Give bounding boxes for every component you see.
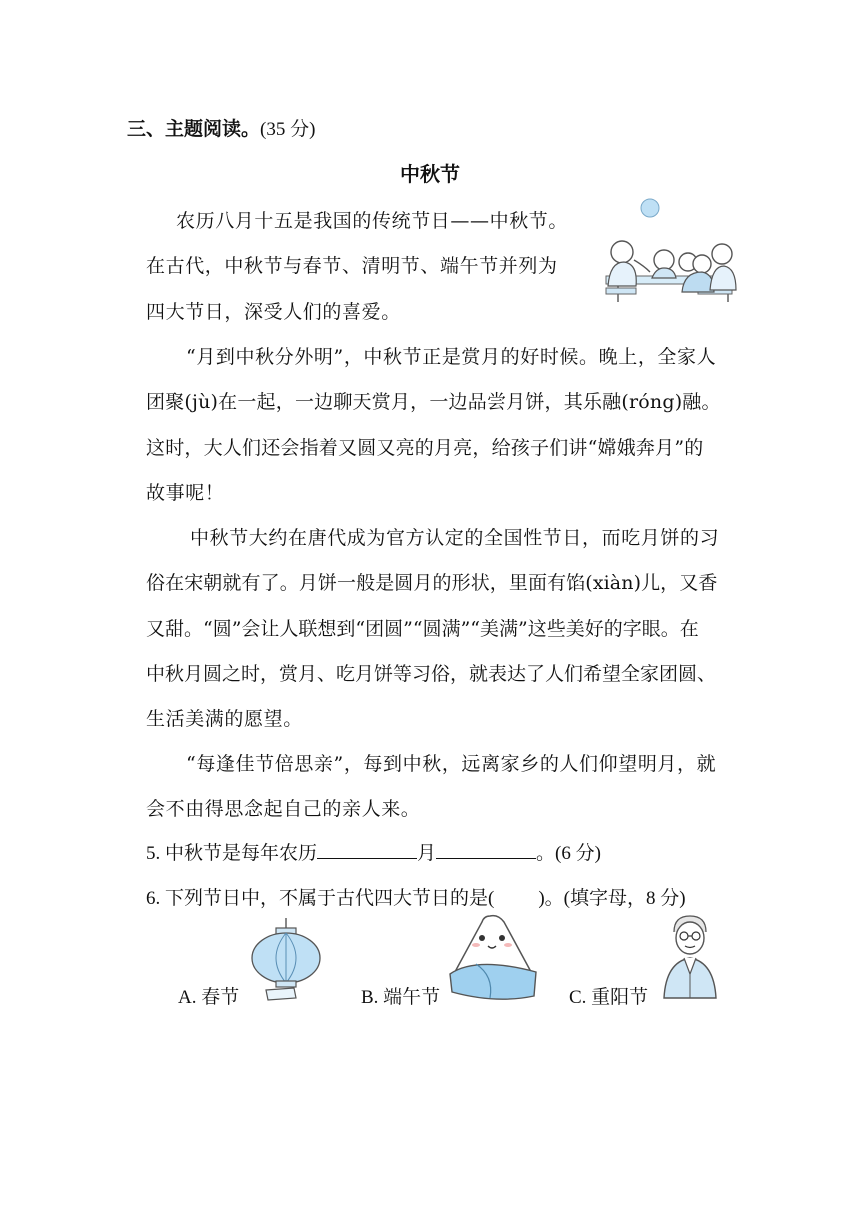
section-heading <box>127 114 315 141</box>
paragraph-2-line-2: 团聚(jù)在一起，一边聊天赏月，一边品尝月饼，其乐融(róng)融。 <box>146 391 721 413</box>
question-5-mid: 月 <box>417 843 437 864</box>
paragraph-1-line-1: 农历八月十五是我国的传统节日——中秋节。 <box>176 210 569 232</box>
elderly-man-illustration <box>660 912 720 1000</box>
section-points: (35 分) <box>260 119 316 140</box>
question-5-day-blank[interactable] <box>436 840 536 859</box>
paragraph-2-line-1: “月到中秋分外明”，中秋节正是赏月的好时候。晚上，全家人 <box>186 346 717 368</box>
paragraph-4-line-1: “每逢佳节倍思亲”，每到中秋，远离家乡的人们仰望明月，就 <box>186 753 717 775</box>
question-6-prefix: 6. 下列节日中，不属于古代四大节日的是( <box>146 888 495 909</box>
paragraph-3-line-3: 又甜。“圆”会让人联想到“团圆”“圆满”“美满”这些美好的字眼。在 <box>146 618 699 640</box>
zongzi-illustration <box>446 912 540 1004</box>
question-5-suffix: 。(6 分) <box>536 843 601 864</box>
question-6 <box>146 883 686 910</box>
question-5-prefix: 5. 中秋节是每年农历 <box>146 843 318 864</box>
option-b-label: B. 端午节 <box>361 987 441 1008</box>
paragraph-4-line-2: 会不由得思念起自己的亲人来。 <box>146 798 421 820</box>
question-5 <box>146 838 601 865</box>
paragraph-2-line-4: 故事呢！ <box>146 482 225 504</box>
paragraph-2-line-3: 这时，大人们还会指着又圆又亮的月亮，给孩子们讲“嫦娥奔月”的 <box>146 437 704 459</box>
option-c-label: C. 重阳节 <box>569 987 649 1008</box>
lantern-illustration <box>246 918 326 1002</box>
paragraph-3-line-5: 生活美满的愿望。 <box>146 708 303 730</box>
paragraph-1-line-2: 在古代，中秋节与春节、清明节、端午节并列为 <box>146 255 558 277</box>
option-a-label: A. 春节 <box>178 987 240 1008</box>
paragraph-3-line-2: 俗在宋朝就有了。月饼一般是圆月的形状，里面有馅(xiàn)儿，又香 <box>146 572 718 594</box>
section-title: 三、主题阅读。 <box>127 118 261 140</box>
paragraph-1-line-3: 四大节日，深受人们的喜爱。 <box>146 301 401 323</box>
paragraph-3-line-4: 中秋月圆之时，赏月、吃月饼等习俗，就表达了人们希望全家团圆、 <box>146 663 717 685</box>
question-5-month-blank[interactable] <box>317 840 417 859</box>
paragraph-3-line-1: 中秋节大约在唐代成为官方认定的全国性节日，而吃月饼的习 <box>190 527 720 549</box>
question-6-suffix: )。(填字母，8 分) <box>538 888 686 909</box>
family-moon-illustration <box>598 196 740 306</box>
article-title: 中秋节 <box>400 162 460 186</box>
